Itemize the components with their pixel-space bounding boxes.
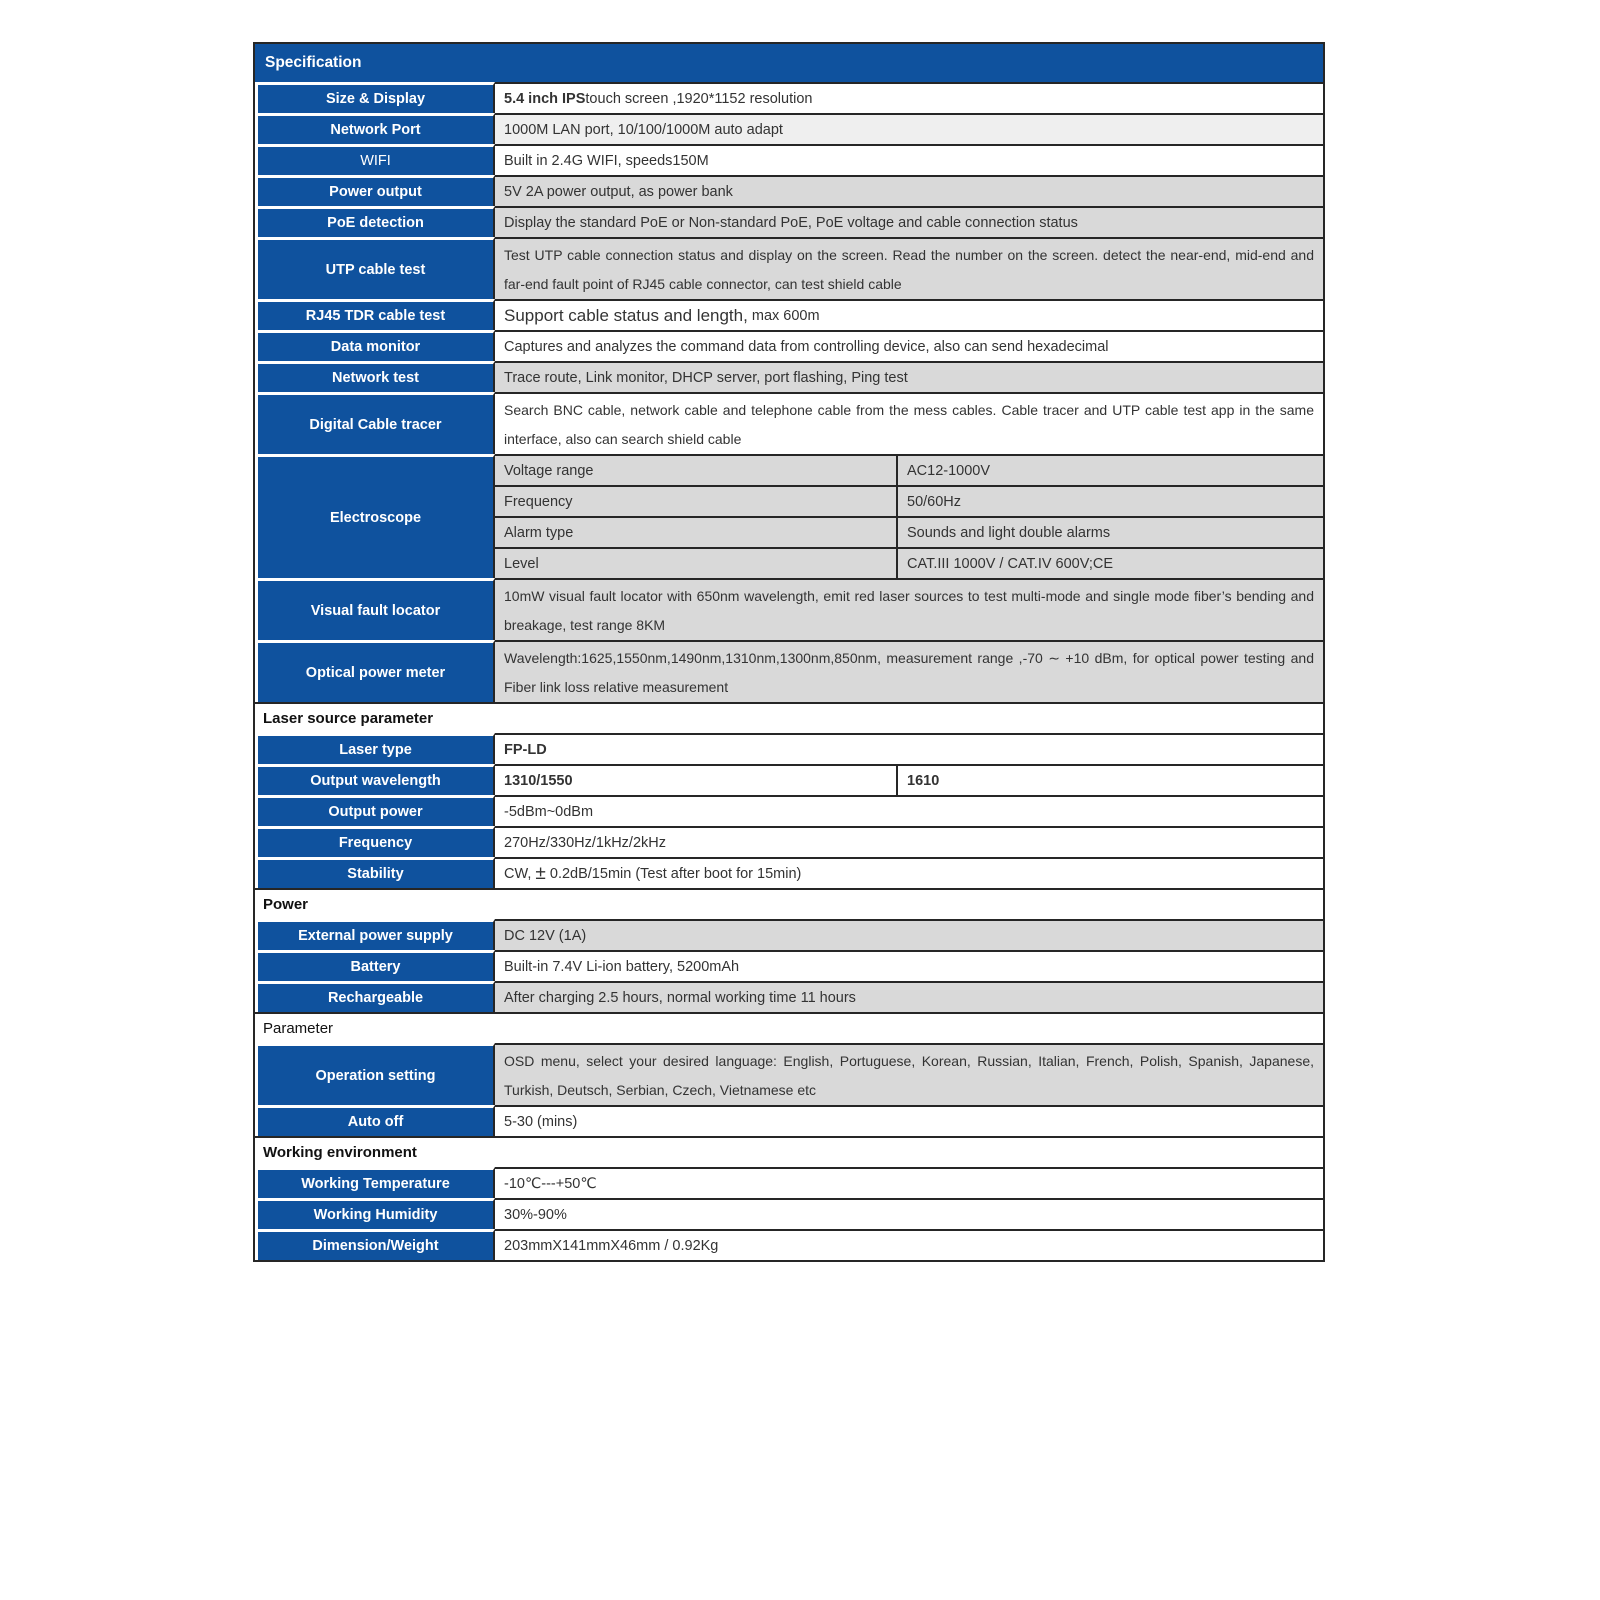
row-label-text: RJ45 TDR cable test: [305, 308, 446, 324]
row-label-text: Data monitor: [330, 339, 421, 355]
sub-row-name-text: Alarm type: [504, 524, 574, 541]
spec-row: [255, 206, 1323, 237]
value-text: 1000M LAN port, 10/100/1000M auto adapt: [504, 121, 783, 138]
row-value: [495, 919, 1323, 950]
row-label: [255, 175, 495, 206]
row-label-text: Digital Cable tracer: [309, 416, 442, 433]
row-label: [255, 795, 495, 826]
row-label: [255, 1198, 495, 1229]
section-header-row: [255, 888, 1323, 919]
spec-row: [255, 950, 1323, 981]
row-label-text: Output wavelength: [310, 773, 441, 789]
spec-row: [255, 578, 1323, 640]
sub-row: [495, 547, 1323, 578]
value-text: 5-30 (mins): [504, 1113, 578, 1130]
sub-row-name: [495, 547, 898, 578]
sub-row-value-text: Sounds and light double alarms: [907, 524, 1111, 541]
row-value-left: [495, 764, 898, 795]
row-label: [255, 392, 495, 454]
row-label: [255, 640, 495, 702]
group-body: [495, 454, 1323, 578]
row-label: [255, 826, 495, 857]
value-text: Test UTP cable connection status and display on the screen. Read the number on the screen. detect the near-end, mid-end and far-end fault point of RJ45 cable connector, can test shield cable: [504, 247, 1314, 292]
spec-row: [255, 1043, 1323, 1105]
spec-row: [255, 392, 1323, 454]
sub-row-value: [898, 485, 1323, 516]
value-text: OSD menu, select your desired language: English, Portuguese, Korean, Russian, Italian, French, Polish, Spanish, Japanese, Turkish, Deutsch, Serbian, Czech, Vietnamese etc: [504, 1053, 1314, 1098]
spec-row: [255, 640, 1323, 702]
sub-row-name-text: Voltage range: [504, 462, 594, 479]
value-text: 10mW visual fault locator with 650nm wavelength, emit red laser sources to test multi-mode and single mode fiber’s bending and breakage, test range 8KM: [504, 588, 1314, 633]
value-text: -5dBm~0dBm: [504, 803, 594, 820]
row-value: [495, 175, 1323, 206]
section-header-text: Power: [263, 896, 309, 913]
value-text: Wavelength:1625,1550nm,1490nm,1310nm,1300nm,850nm, measurement range ,-70 ∼ +10 dBm, for optical power testing and Fiber link loss relative measurement: [504, 650, 1314, 695]
sub-row-value: [898, 454, 1323, 485]
value-text: 1310/1550: [504, 772, 573, 789]
row-label-text: Stability: [347, 866, 404, 882]
row-label-text: Optical power meter: [305, 664, 446, 681]
row-label-text: Frequency: [338, 835, 413, 851]
value-text: 203mmX141mmX46mm / 0.92Kg: [504, 1237, 719, 1254]
value-text: After charging 2.5 hours, normal working time 11 hours: [504, 989, 856, 1006]
row-value: [495, 1229, 1323, 1260]
spec-row: [255, 764, 1323, 795]
sub-row: [495, 454, 1323, 485]
spec-row: [255, 1105, 1323, 1136]
sub-row-name: [495, 454, 898, 485]
row-label-text: Dimension/Weight: [312, 1238, 439, 1254]
sub-row-value-text: 50/60Hz: [907, 493, 962, 510]
row-label-text: Working Temperature: [301, 1176, 450, 1192]
value-text: ±: [535, 863, 546, 884]
row-label: [255, 1167, 495, 1198]
row-label: [255, 919, 495, 950]
value-text: Search BNC cable, network cable and telephone cable from the mess cables. Cable tracer and UTP cable test app in the same interface, also can search shield cable: [504, 402, 1314, 447]
row-label-text: Rechargeable: [327, 990, 424, 1006]
row-label: [255, 1105, 495, 1136]
spec-row: [255, 1167, 1323, 1198]
sub-row-name-text: Level: [504, 555, 539, 572]
row-label-text: External power supply: [298, 928, 453, 944]
spec-row: [255, 826, 1323, 857]
row-value: [495, 361, 1323, 392]
value-text: -10℃---+50℃: [504, 1175, 597, 1192]
row-value: [495, 330, 1323, 361]
row-label-text: Size & Display: [325, 91, 426, 107]
table-title-band: [255, 44, 1323, 82]
value-text: Trace route, Link monitor, DHCP server, port flashing, Ping test: [504, 369, 908, 386]
spec-row: [255, 733, 1323, 764]
row-label-text: Power output: [329, 184, 422, 200]
row-value: [495, 981, 1323, 1012]
row-label-text: Network Port: [330, 122, 421, 138]
sub-row-name: [495, 516, 898, 547]
spec-row: [255, 795, 1323, 826]
row-label: [255, 454, 495, 578]
value-text: Built-in 7.4V Li-ion battery, 5200mAh: [504, 958, 740, 975]
row-label: [255, 1043, 495, 1105]
row-label: [255, 330, 495, 361]
row-label: [255, 578, 495, 640]
spec-row: [255, 82, 1323, 113]
row-value: [495, 392, 1323, 454]
sub-row: [495, 485, 1323, 516]
specification-table: [253, 42, 1325, 1262]
row-label-text: Output power: [328, 804, 423, 820]
row-label: [255, 299, 495, 330]
row-value: [495, 733, 1323, 764]
row-label-text: Visual fault locator: [310, 602, 441, 619]
sub-row-name-text: Frequency: [504, 493, 573, 510]
value-text: max 600m: [747, 307, 820, 324]
sub-row-name: [495, 485, 898, 516]
row-value: [495, 578, 1323, 640]
row-label: [255, 237, 495, 299]
row-label-text: Network test: [331, 370, 420, 386]
value-text: Support cable status and length,: [504, 305, 748, 325]
spec-row: [255, 175, 1323, 206]
row-label-text: PoE detection: [327, 215, 424, 231]
section-header-row: [255, 1012, 1323, 1043]
value-text: 5V 2A power output, as power bank: [504, 183, 733, 200]
row-value: [495, 1105, 1323, 1136]
section-header-text: Parameter: [263, 1020, 334, 1037]
row-value: [495, 1167, 1323, 1198]
row-value: [495, 950, 1323, 981]
sub-row-value-text: CAT.III 1000V / CAT.IV 600V;CE: [907, 555, 1114, 572]
spec-row: [255, 1229, 1323, 1260]
value-text: 5.4 inch IPS: [504, 90, 586, 107]
row-value: [495, 1198, 1323, 1229]
row-value: [495, 237, 1323, 299]
row-label: [255, 733, 495, 764]
sub-row-value-text: AC12-1000V: [907, 462, 991, 479]
row-value-right: [898, 764, 1323, 795]
value-text: 30%-90%: [504, 1206, 567, 1223]
row-label-text: WIFI: [360, 153, 391, 169]
row-value: [495, 144, 1323, 175]
value-text: FP-LD: [504, 741, 547, 758]
section-header-text: Laser source parameter: [263, 710, 434, 727]
row-value: [495, 857, 1323, 888]
table-title-text: Specification: [265, 54, 362, 71]
row-label-text: UTP cable test: [325, 261, 426, 278]
value-text: 1610: [907, 772, 940, 789]
spec-row: [255, 1198, 1323, 1229]
row-label: [255, 764, 495, 795]
spec-row: [255, 361, 1323, 392]
row-label-text: Auto off: [347, 1114, 404, 1130]
spec-row: [255, 919, 1323, 950]
spec-row: [255, 237, 1323, 299]
row-label-text: Battery: [350, 959, 401, 975]
spec-group-row: [255, 454, 1323, 578]
value-text: Captures and analyzes the command data from controlling device, also can send hexadecimal: [504, 338, 1109, 355]
row-value: [495, 640, 1323, 702]
row-label: [255, 981, 495, 1012]
spec-row: [255, 981, 1323, 1012]
row-value: [495, 826, 1323, 857]
row-label: [255, 857, 495, 888]
row-label-text: Electroscope: [329, 509, 422, 526]
row-label: [255, 82, 495, 113]
row-value: [495, 1043, 1323, 1105]
sub-row-value: [898, 516, 1323, 547]
value-text: 0.2dB/15min (Test after boot for 15min): [545, 865, 802, 882]
row-label-text: Operation setting: [315, 1067, 436, 1084]
row-value: [495, 113, 1323, 144]
spec-row: [255, 299, 1323, 330]
row-label: [255, 144, 495, 175]
row-label-text: Working Humidity: [313, 1207, 438, 1223]
sub-row-value: [898, 547, 1323, 578]
row-value: [495, 795, 1323, 826]
sub-row: [495, 516, 1323, 547]
spec-row: [255, 857, 1323, 888]
value-text: CW,: [504, 865, 536, 882]
row-value: [495, 299, 1323, 330]
spec-row: [255, 144, 1323, 175]
value-text: Built in 2.4G WIFI, speeds150M: [504, 152, 709, 169]
row-value: [495, 82, 1323, 113]
row-label: [255, 1229, 495, 1260]
value-text: touch screen ,1920*1152 resolution: [585, 90, 813, 107]
row-label-text: Laser type: [339, 742, 412, 758]
row-label: [255, 206, 495, 237]
row-value: [495, 206, 1323, 237]
row-label: [255, 950, 495, 981]
row-label: [255, 361, 495, 392]
spec-row: [255, 330, 1323, 361]
value-text: DC 12V (1A): [504, 927, 587, 944]
value-text: 270Hz/330Hz/1kHz/2kHz: [504, 834, 666, 851]
section-header-row: [255, 702, 1323, 733]
row-label: [255, 113, 495, 144]
section-header-text: Working environment: [263, 1144, 417, 1161]
value-text: Display the standard PoE or Non-standard PoE, PoE voltage and cable connection status: [504, 214, 1078, 231]
section-header-row: [255, 1136, 1323, 1167]
spec-row: [255, 113, 1323, 144]
